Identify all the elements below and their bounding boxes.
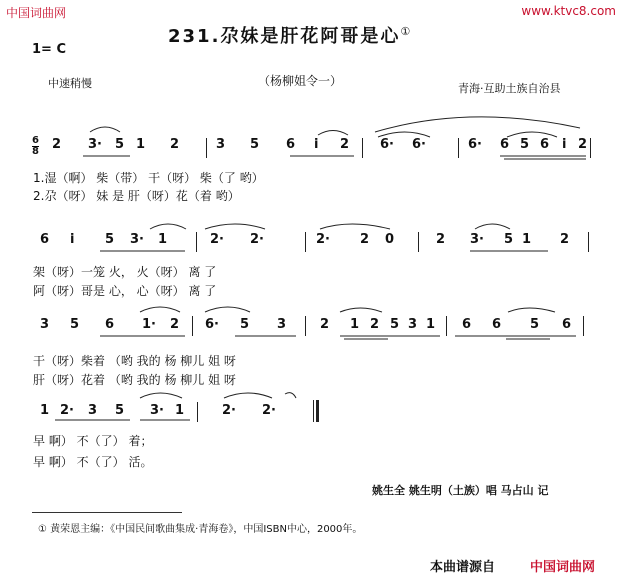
- note: 3: [408, 317, 418, 332]
- note: 1: [136, 137, 146, 152]
- note: 3·: [150, 403, 164, 418]
- lyrics-row-4-verse-2: 早 啊） 不（了） 活。: [33, 455, 153, 469]
- note: 5: [115, 403, 125, 418]
- note: 6: [500, 137, 510, 152]
- note: 2: [340, 137, 350, 152]
- note: 2: [370, 317, 380, 332]
- note: 1·: [142, 317, 156, 332]
- note: 2·: [262, 403, 276, 418]
- note: i: [562, 137, 567, 152]
- subtitle: （杨柳姐令一）: [258, 74, 343, 88]
- tempo-marking: 中速稍慢: [48, 77, 92, 90]
- lyrics-row-1-verse-1: 1.湿（啊） 柴（带） 干（呀） 柴（了 哟）: [33, 171, 264, 185]
- note: 6: [40, 232, 50, 247]
- note: 3: [88, 403, 98, 418]
- source-site-link[interactable]: 中国词曲网: [530, 560, 596, 575]
- performer-credits: 姚生全 姚生明（土族）唱 马占山 记: [372, 484, 549, 497]
- note: 6: [492, 317, 502, 332]
- note: 3: [277, 317, 287, 332]
- note: 2: [436, 232, 446, 247]
- lyrics-row-2-verse-2: 阿（呀）哥是 心， 心（呀） 离 了: [33, 284, 217, 298]
- note: 2: [560, 232, 570, 247]
- note: 3·: [130, 232, 144, 247]
- note: 5: [390, 317, 400, 332]
- note: 1: [158, 232, 168, 247]
- note: 5: [530, 317, 540, 332]
- footnote-marker: ①: [400, 25, 413, 38]
- note: 2: [578, 137, 588, 152]
- footnote-divider: [32, 512, 182, 513]
- note: 2·: [210, 232, 224, 247]
- key-signature: 1= C: [32, 42, 67, 57]
- note: 6: [562, 317, 572, 332]
- source-label: 本曲谱源自: [430, 560, 496, 575]
- note: 5: [504, 232, 514, 247]
- note: 5: [70, 317, 80, 332]
- note: 6: [286, 137, 296, 152]
- note: 3: [216, 137, 226, 152]
- note: 0: [385, 232, 395, 247]
- note: 6·: [412, 137, 426, 152]
- note: 1: [350, 317, 360, 332]
- watermark-right: www.ktvc8.com: [521, 4, 616, 18]
- note: 2·: [222, 403, 236, 418]
- note: 6: [105, 317, 115, 332]
- note: 6·: [205, 317, 219, 332]
- note: 6·: [468, 137, 482, 152]
- note: 1: [175, 403, 185, 418]
- note: 6: [540, 137, 550, 152]
- note: 6: [462, 317, 472, 332]
- footnote: ① 黄荣恩主编：《中国民间歌曲集成·青海卷》，中国ISBN中心，2000年。: [38, 524, 363, 535]
- note: 6·: [380, 137, 394, 152]
- note: 5: [105, 232, 115, 247]
- note: 2: [170, 317, 180, 332]
- note: 2·: [250, 232, 264, 247]
- note: 5: [115, 137, 125, 152]
- note: i: [314, 137, 319, 152]
- note: 5: [240, 317, 250, 332]
- note: 1: [426, 317, 436, 332]
- note: 2: [360, 232, 370, 247]
- note: 2·: [316, 232, 330, 247]
- note: 1: [522, 232, 532, 247]
- time-signature: 6 8: [32, 135, 39, 157]
- note: 2: [170, 137, 180, 152]
- lyrics-row-4-verse-1: 早 啊） 不（了） 着；: [33, 434, 153, 448]
- song-title: 231.尕妹是肝花阿哥是心①: [168, 25, 413, 47]
- note: i: [70, 232, 75, 247]
- note: 2·: [60, 403, 74, 418]
- note: 5: [250, 137, 260, 152]
- note: 2: [52, 137, 62, 152]
- lyrics-row-2-verse-1: 架（呀）一笼 火， 火（呀） 离 了: [33, 265, 217, 279]
- note: 5: [520, 137, 530, 152]
- lyrics-row-3-verse-1: 干（呀）柴着 （哟 我的 杨 柳儿 姐 呀: [33, 354, 236, 368]
- lyrics-row-1-verse-2: 2.尕（呀） 妹 是 肝（呀）花（着 哟）: [33, 189, 240, 203]
- region: 青海·互助土族自治县: [458, 82, 561, 95]
- note: 3·: [88, 137, 102, 152]
- note: 2: [320, 317, 330, 332]
- note: 3: [40, 317, 50, 332]
- note: 3·: [470, 232, 484, 247]
- watermark-left: 中国词曲网: [6, 6, 67, 20]
- lyrics-row-3-verse-2: 肝（呀）花着 （哟 我的 杨 柳儿 姐 呀: [33, 373, 236, 387]
- note: 1: [40, 403, 50, 418]
